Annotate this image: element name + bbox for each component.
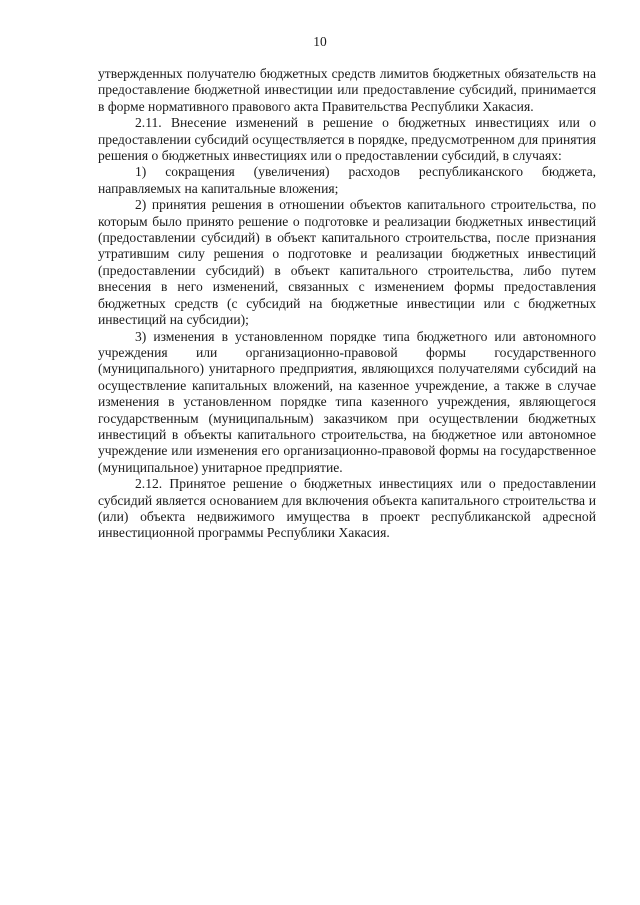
paragraph-2-11: 2.11. Внесение изменений в решение о бюджетных инвестициях или о предоставлении субсидий осуществляется в порядке, предусмотренном для принятия решения о бюджетных инвестициях или о предоставлении субсидий, в случаях: — [98, 115, 596, 164]
paragraph-item-2: 2) принятия решения в отношении объектов капитального строительства, по которым было принято решение о подготовке и реализации бюджетных инвестиций (предоставлении субсидий) в объект капитального строительства, после признания утратившим силу решения о подготовке и реализации бюджетных инвестиций (предоставлении субсидий) в объект капитального строительства, либо путем внесения в него изменений, связанных с изменением формы предоставления бюджетных средств (с субсидий на бюджетные инвестиции или с бюджетных инвестиций на субсидии); — [98, 197, 596, 328]
document-body — [98, 66, 596, 542]
paragraph-continuation: утвержденных получателю бюджетных средств лимитов бюджетных обязательств на предоставление бюджетной инвестиции или предоставление субсидий, принимается в форме нормативного правового акта Правительства Республики Хакасия. — [98, 66, 596, 114]
page-number: 10 — [313, 34, 327, 49]
paragraph-item-1: 1) сокращения (увеличения) расходов республиканского бюджета, направляемых на капитальные вложения; — [98, 164, 596, 196]
paragraph-item-3: 3) изменения в установленном порядке типа бюджетного или автономного учреждения или организационно-правовой формы государственного (муниципального) унитарного предприятия, являющихся получателями субсидий на осуществление капитальных вложений, на казенное учреждение, а также в случае изменения в установленном порядке типа казенного учреждения, являющегося государственным (муниципальным) заказчиком при осуществлении бюджетных инвестиций в объекты капитального строительства, на бюджетное или автономное учреждение или изменения его организационно-правовой формы на государственное (муниципальное) унитарное предприятие. — [98, 328, 596, 475]
paragraph-2-12: 2.12. Принятое решение о бюджетных инвестициях или о предоставлении субсидий является основанием для включения объекта капитального строительства и (или) объекта недвижимого имущества в проект республиканской адресной инвестиционной программы Республики Хакасия. — [98, 476, 596, 541]
